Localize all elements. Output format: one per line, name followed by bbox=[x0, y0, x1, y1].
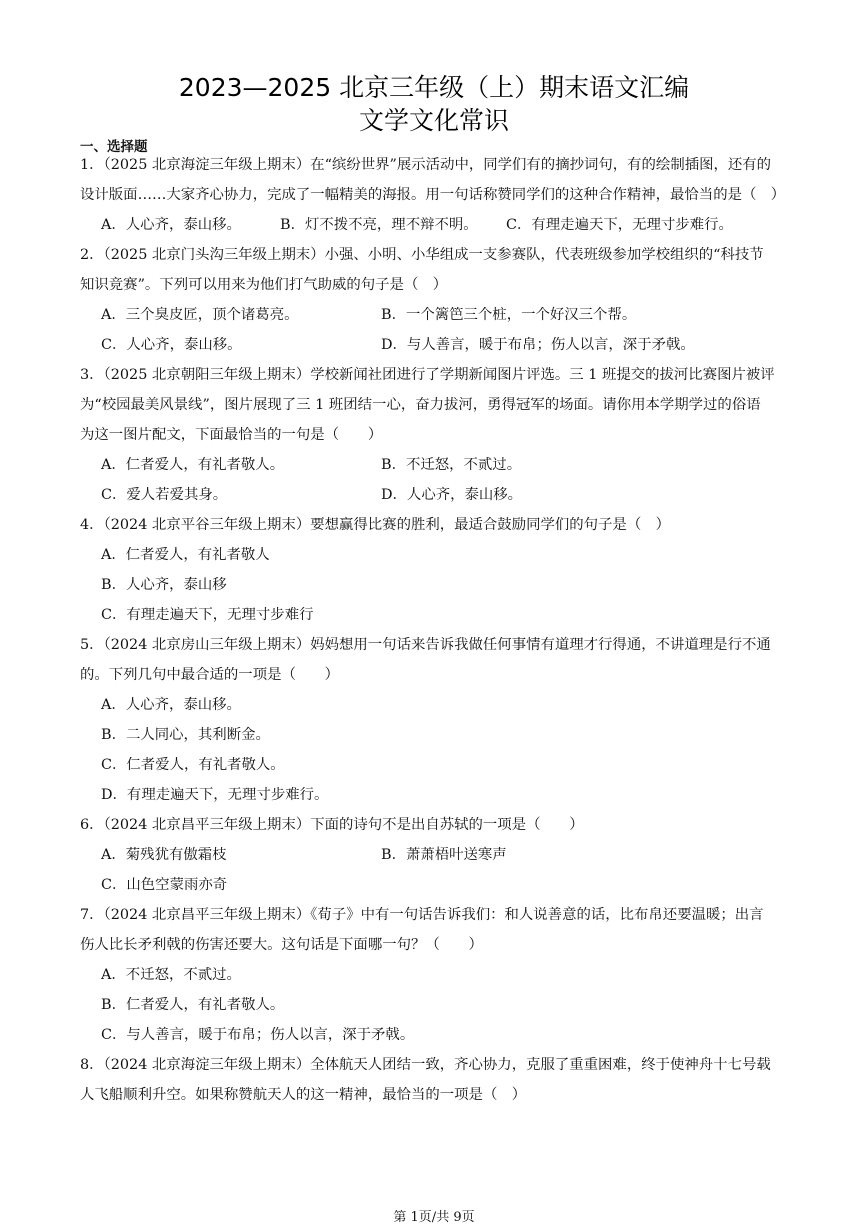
question-3-stem-line-1: 3．（2025 北京朝阳三年级上期末）学校新闻社团进行了学期新闻图片评选。三 1 班提交的拔河比赛图片被评 bbox=[80, 367, 775, 383]
option-a: A．不迁怒，不贰过。 bbox=[101, 967, 241, 983]
option-c: C．人心齐，泰山移。 bbox=[101, 337, 242, 353]
option-a: A．人心齐，泰山移。 bbox=[101, 697, 241, 713]
option-b: B．灯不拨不亮，理不辩不明。 bbox=[280, 217, 478, 233]
question-8-stem-line-1: 8．（2024 北京海淀三年级上期末）全体航天人团结一致，齐心协力，克服了重重困难，终于使神舟十七号载 bbox=[80, 1057, 771, 1073]
question-2-options-row-1 bbox=[80, 300, 796, 330]
page-footer: 第 1页/共 9页 bbox=[393, 1210, 475, 1225]
option-c: C．有理走遍天下，无理寸步难行 bbox=[101, 607, 314, 623]
option-a: A．仁者爱人，有礼者敬人 bbox=[101, 547, 270, 563]
option-c: C．有理走遍天下，无理寸步难行。 bbox=[506, 217, 733, 233]
question-3-options-row-2 bbox=[80, 480, 796, 510]
option-b: B．萧萧梧叶送寒声 bbox=[381, 847, 507, 863]
question-1-stem-line-2: 设计版面……大家齐心协力，完成了一幅精美的海报。用一句话称赞同学们的这种合作精神，最恰当的是（ ） bbox=[80, 187, 786, 203]
option-b: B．仁者爱人，有礼者敬人。 bbox=[101, 997, 285, 1013]
question-1 bbox=[80, 150, 796, 240]
question-7-stem-line-1: 7．（2024 北京昌平三年级上期末）《荀子》中有一句话告诉我们：和人说善意的话，比布帛还要温暖；出言 bbox=[80, 907, 764, 923]
question-list bbox=[80, 150, 796, 1110]
question-1-stem-line-1: 1．（2025 北京海淀三年级上期末）在“缤纷世界”展示活动中，同学们有的摘抄词句，有的绘制插图，还有的 bbox=[80, 157, 772, 173]
option-b: B．人心齐，泰山移 bbox=[101, 577, 227, 593]
option-b: B．二人同心，其利断金。 bbox=[101, 727, 270, 743]
question-3-stem-line-2: 为“校园最美风景线”，图片展现了三 1 班团结一心，奋力拔河，勇得冠军的场面。请你用本学期学过的俗语 bbox=[80, 397, 761, 413]
option-a: A．菊残犹有傲霜枝 bbox=[101, 847, 227, 863]
option-a: A．人心齐，泰山移。 bbox=[101, 217, 241, 233]
option-d: D．有理走遍天下，无理寸步难行。 bbox=[101, 787, 329, 803]
option-d: D．与人善言，暖于布帛；伤人以言，深于矛戟。 bbox=[381, 337, 695, 353]
option-a: A．仁者爱人，有礼者敬人。 bbox=[101, 457, 285, 473]
question-5-stem-line-1: 5．（2024 北京房山三年级上期末）妈妈想用一句话来告诉我做任何事情有道理才行得通，不讲道理是行不通 bbox=[80, 637, 771, 653]
question-4 bbox=[80, 510, 796, 630]
section-heading: 一、选择题 bbox=[80, 139, 148, 155]
question-8 bbox=[80, 1050, 796, 1110]
question-7-stem-line-2: 伤人比长矛利戟的伤害还要大。这句话是下面哪一句？（ ） bbox=[80, 937, 483, 953]
question-3 bbox=[80, 360, 796, 510]
option-c: C．仁者爱人，有礼者敬人。 bbox=[101, 757, 285, 773]
question-2 bbox=[80, 240, 796, 360]
option-b: B．不迁怒，不贰过。 bbox=[381, 457, 522, 473]
question-6 bbox=[80, 810, 796, 900]
option-d: D．人心齐，泰山移。 bbox=[381, 487, 523, 503]
option-c: C．爱人若爱其身。 bbox=[101, 487, 228, 503]
document-title: 2023—2025 北京三年级（上）期末语文汇编 bbox=[178, 73, 690, 102]
option-c: C．与人善言，暖于布帛；伤人以言，深于矛戟。 bbox=[101, 1027, 415, 1043]
question-2-stem-line-2: 知识竞赛”。下列可以用来为他们打气助威的句子是（ ） bbox=[80, 277, 448, 293]
question-7 bbox=[80, 900, 796, 1050]
question-4-stem-line-1: 4．（2024 北京平谷三年级上期末）要想赢得比赛的胜利，最适合鼓励同学们的句子是（ ） bbox=[80, 517, 670, 533]
question-5-stem-line-2: 的。下列几句中最合适的一项是（ ） bbox=[80, 667, 340, 683]
question-6-options-row-1 bbox=[80, 840, 796, 870]
document-subtitle: 文学文化常识 bbox=[358, 106, 509, 135]
question-8-stem-line-2: 人飞船顺利升空。如果称赞航天人的这一精神，最恰当的一项是（ ） bbox=[80, 1087, 527, 1103]
option-b: B．一个篱笆三个桩，一个好汉三个帮。 bbox=[381, 307, 637, 323]
question-3-options-row-1 bbox=[80, 450, 796, 480]
question-3-stem-line-3: 为这一图片配文，下面最恰当的一句是（ ） bbox=[80, 427, 383, 443]
question-2-options-row-2 bbox=[80, 330, 796, 360]
question-1-options bbox=[80, 210, 796, 240]
question-5 bbox=[80, 630, 796, 810]
question-2-stem-line-1: 2．（2025 北京门头沟三年级上期末）小强、小明、小华组成一支参赛队，代表班级参加学校组织的“科技节 bbox=[80, 247, 764, 263]
option-a: A．三个臭皮匠，顶个诸葛亮。 bbox=[101, 307, 299, 323]
option-c: C．山色空蒙雨亦奇 bbox=[101, 877, 228, 893]
question-6-stem-line-1: 6．（2024 北京昌平三年级上期末）下面的诗句不是出自苏轼的一项是（ ） bbox=[80, 817, 584, 833]
